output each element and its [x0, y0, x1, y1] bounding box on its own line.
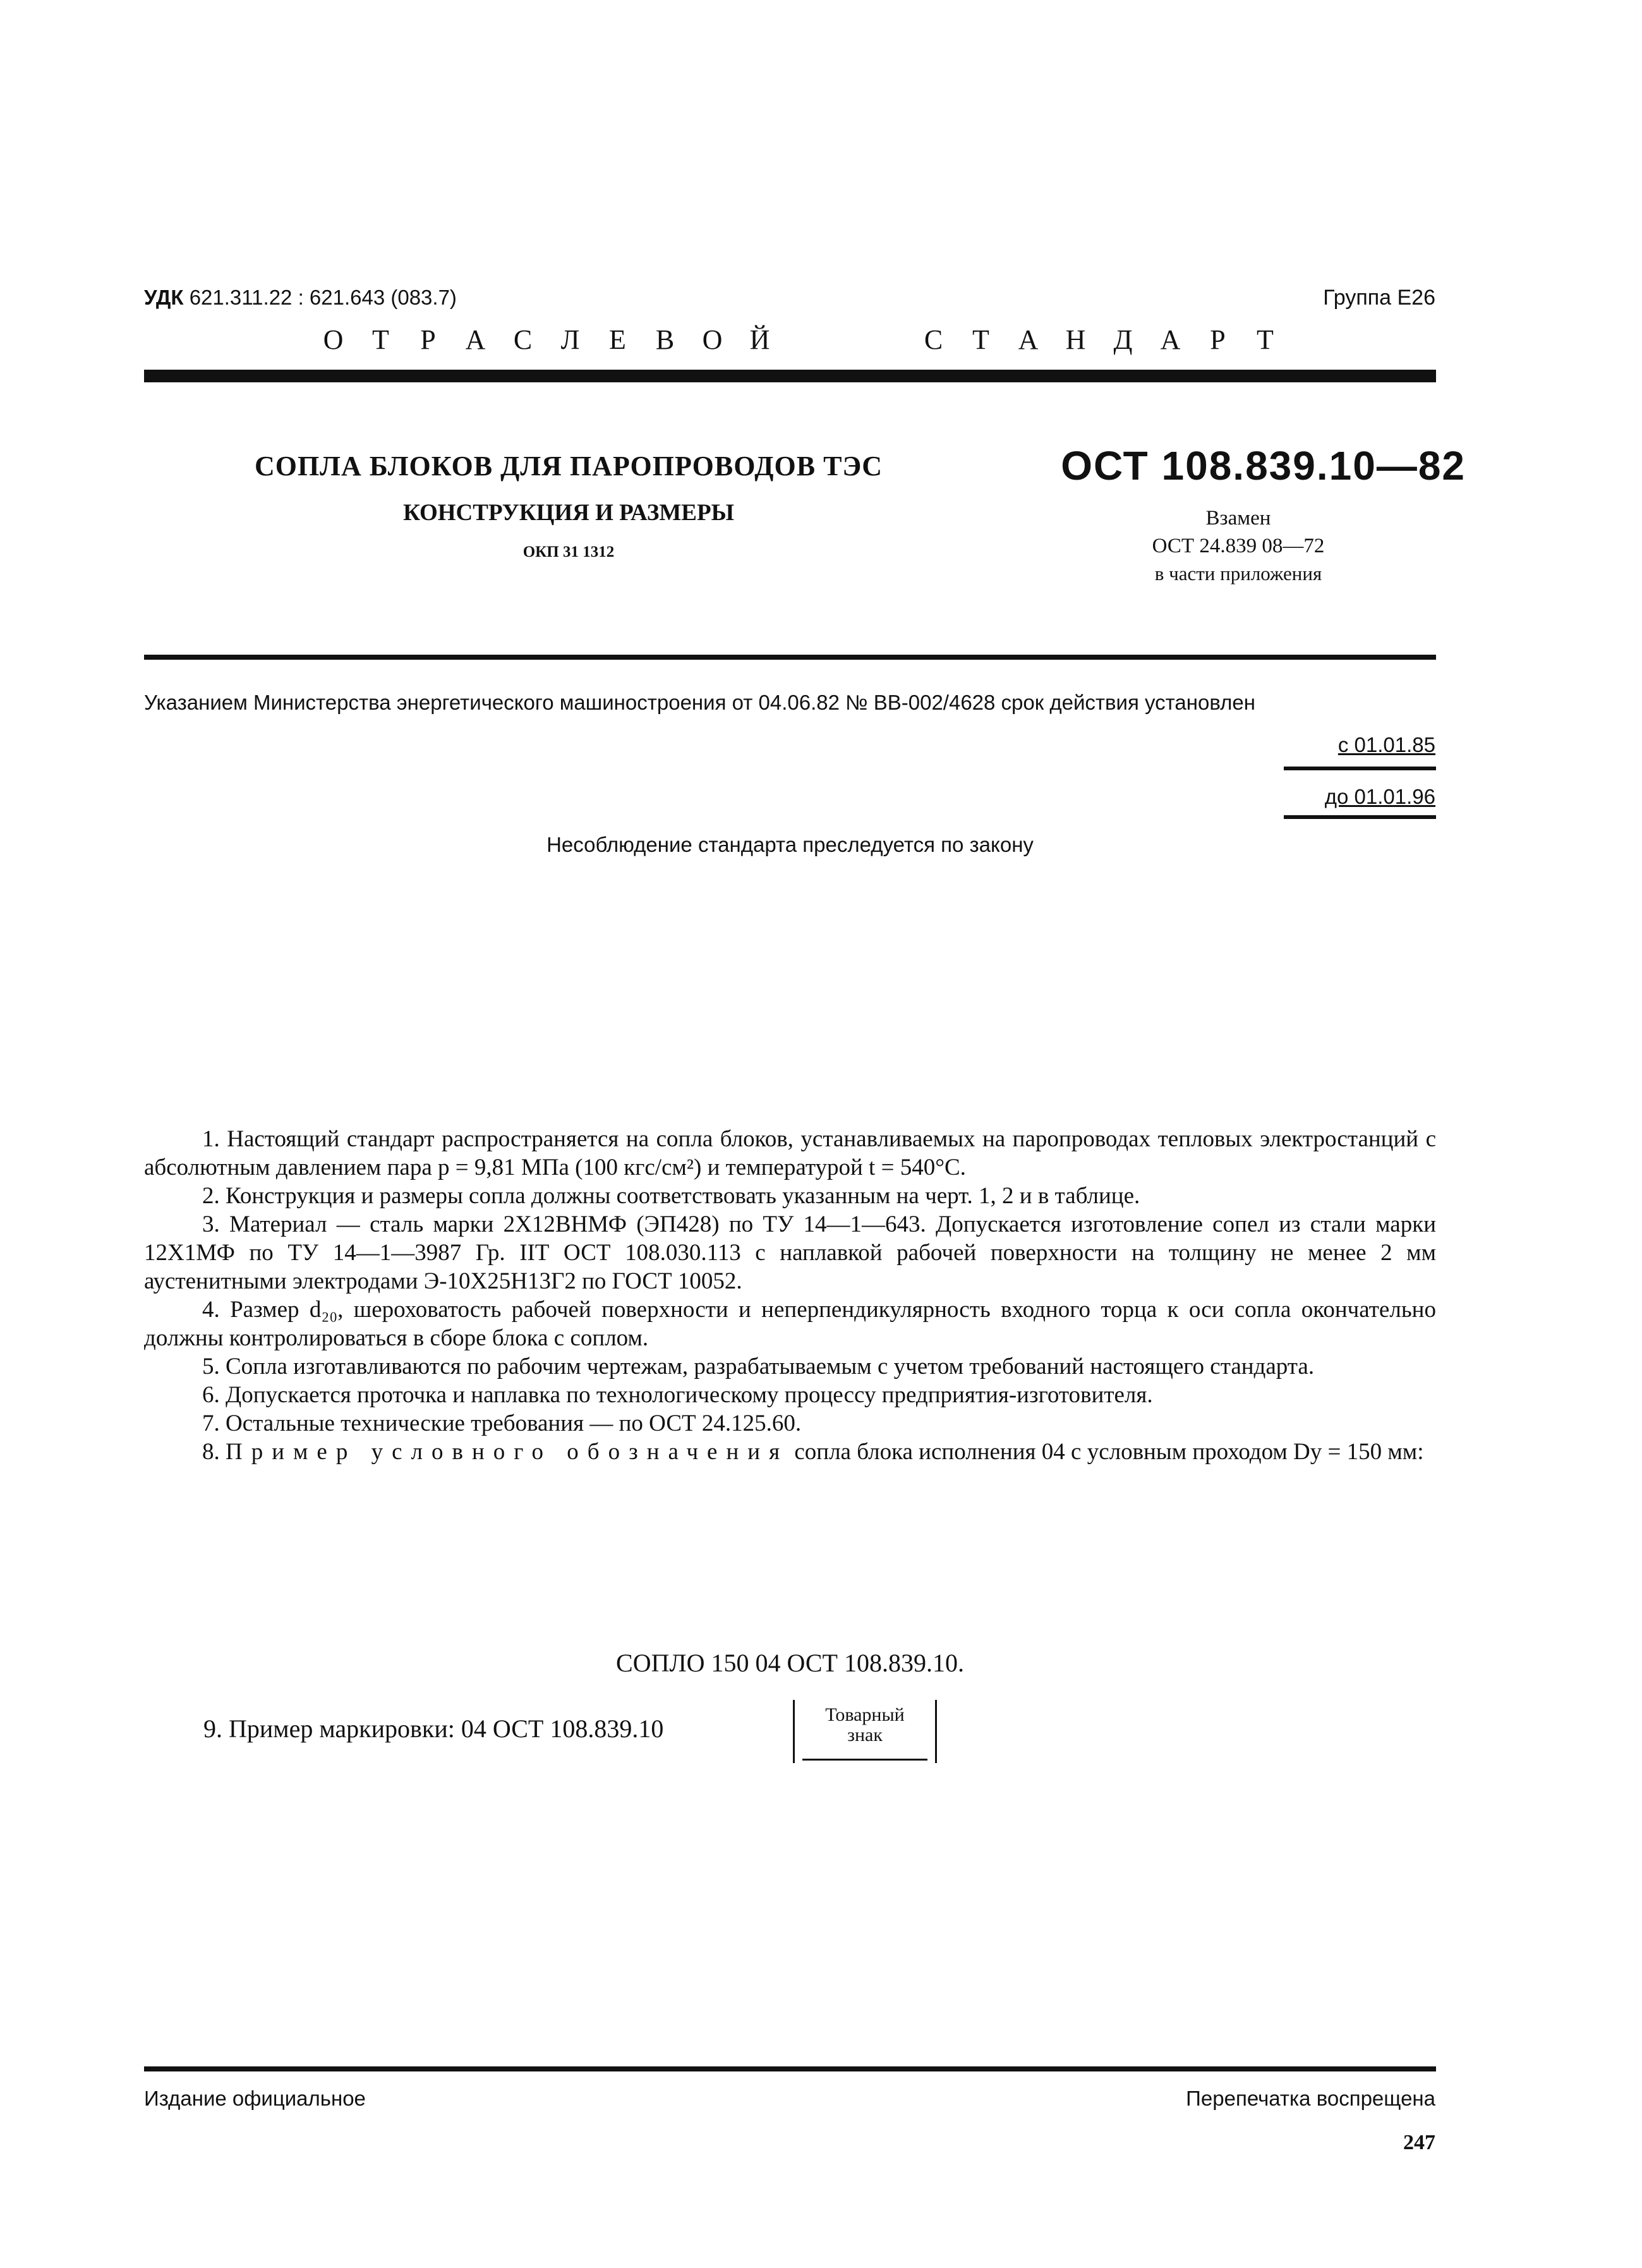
trademark-underline	[802, 1759, 927, 1761]
banner-letter: Й	[749, 324, 770, 355]
udk-prefix: УДК	[144, 286, 184, 309]
replaces-code: ОСТ 24.839 08—72	[1152, 535, 1325, 557]
clause-6: 6. Допускается проточка и наплавка по технологическому процессу предприятия-изготовителя.	[202, 1382, 1153, 1408]
banner-letter: А	[1018, 324, 1039, 355]
marking-example: 9. Пример маркировки: 04 ОСТ 108.839.10	[203, 1714, 664, 1743]
banner-letter: Т	[372, 324, 389, 355]
clause-8-spaced: Пример условного обозначения	[226, 1439, 789, 1465]
legal-notice: Несоблюдение стандарта преследуется по закону	[546, 833, 1034, 856]
banner-letter: О	[323, 324, 344, 355]
trademark-box	[793, 1700, 937, 1763]
banner-letter: Р	[420, 324, 436, 355]
footer-official-edition: Издание официальное	[144, 2087, 366, 2110]
standard-body	[144, 1125, 1436, 1466]
banner-letter: Т	[972, 324, 989, 355]
date-from-rule	[1284, 767, 1436, 770]
banner-letter: Д	[1113, 324, 1133, 355]
banner-letter: А	[465, 324, 486, 355]
group-label: Группа Е26	[1323, 286, 1435, 310]
udk-codes: 621.311.22 : 621.643 (083.7)	[189, 286, 457, 309]
banner-otraslevoy-standart	[310, 324, 1289, 356]
standard-subtitle: КОНСТРУКЦИЯ И РАЗМЕРЫ	[403, 500, 734, 526]
date-from-value: с 01.01.85	[1337, 733, 1435, 756]
banner-letter: С	[513, 324, 533, 355]
directive-text: Указанием Министерства энергетического машиностроения от 04.06.82 № ВВ-002/4628 срок действия установлен	[144, 691, 1255, 714]
clause-5: 5. Сопла изготавливаются по рабочим чертежам, разрабатываемым с учетом требований настоящего стандарта.	[202, 1354, 1315, 1380]
trademark-line-2: знак	[847, 1725, 883, 1745]
banner-letter: Т	[1257, 324, 1274, 355]
footer-reprint-prohibited: Перепечатка воспрещена	[1186, 2087, 1435, 2110]
standard-code: ОСТ 108.839.10—82	[1061, 443, 1466, 488]
date-to	[1325, 785, 1435, 809]
date-to-rule	[1284, 815, 1436, 819]
clause-8	[144, 1438, 1436, 1466]
clause-8-rest: сопла блока исполнения 04 с условным проходом Dу = 150 мм:	[794, 1439, 1424, 1465]
banner-letter: Л	[560, 324, 580, 355]
replaces-block	[1049, 504, 1428, 588]
clause-1: 1. Настоящий стандарт распространяется на сопла блоков, устанавливаемых на паропроводах тепловых электростанций с абсолютным давлением пара p = 9,81 МПа (100 кгс/см²) и температурой t = 540°С.	[144, 1126, 1436, 1180]
validity-dates	[1325, 733, 1435, 809]
title-rule	[144, 655, 1436, 660]
banner-letter: Н	[1065, 324, 1086, 355]
okp-code: ОКП 31 1312	[522, 543, 615, 561]
clause-2: 2. Конструкция и размеры сопла должны соответствовать указанным на черт. 1, 2 и в таблице.	[202, 1183, 1140, 1209]
banner-letter: В	[655, 324, 675, 355]
banner-word-1	[310, 324, 783, 356]
banner-letter: Р	[1210, 324, 1226, 355]
designation-example: СОПЛО 150 04 ОСТ 108.839.10.	[616, 1649, 964, 1677]
banner-word-2	[910, 324, 1289, 356]
header-thick-rule	[144, 370, 1436, 382]
clause-7: 7. Остальные технические требования — по ОСТ 24.125.60.	[202, 1410, 802, 1436]
clause-3: 3. Материал — сталь марки 2Х12ВНМФ (ЭП428) по ТУ 14—1—643. Допускается изготовление сопел из стали марки 12Х1МФ по ТУ 14—1—3987 Гр. IIТ ОСТ 108.030.113 с наплавкой рабочей поверхности на толщину не менее 2 мм аустенитными электродами Э-10Х25Н13Г2 по ГОСТ 10052.	[144, 1211, 1436, 1294]
clause-4: 4. Размер d₂₀, шероховатость рабочей поверхности и неперпендикулярность входного торца к оси сопла окончательно должны контролироваться в сборе блока с соплом.	[144, 1297, 1436, 1351]
banner-letter: Е	[609, 324, 626, 355]
clause-8-number: 8.	[202, 1439, 220, 1465]
banner-letter: С	[924, 324, 943, 355]
trademark-line-1: Товарный	[825, 1704, 905, 1725]
page-number: 247	[1403, 2131, 1435, 2154]
replaces-label: Взамен	[1205, 507, 1271, 530]
banner-letter: А	[1160, 324, 1181, 355]
standard-title: СОПЛА БЛОКОВ ДЛЯ ПАРОПРОВОДОВ ТЭС	[254, 451, 883, 482]
date-from	[1325, 733, 1435, 757]
replaces-note: в части приложения	[1154, 562, 1322, 585]
udk-line	[144, 286, 457, 310]
banner-letter: О	[702, 324, 723, 355]
footer-rule	[144, 2066, 1436, 2071]
date-to-value: до 01.01.96	[1324, 785, 1435, 808]
